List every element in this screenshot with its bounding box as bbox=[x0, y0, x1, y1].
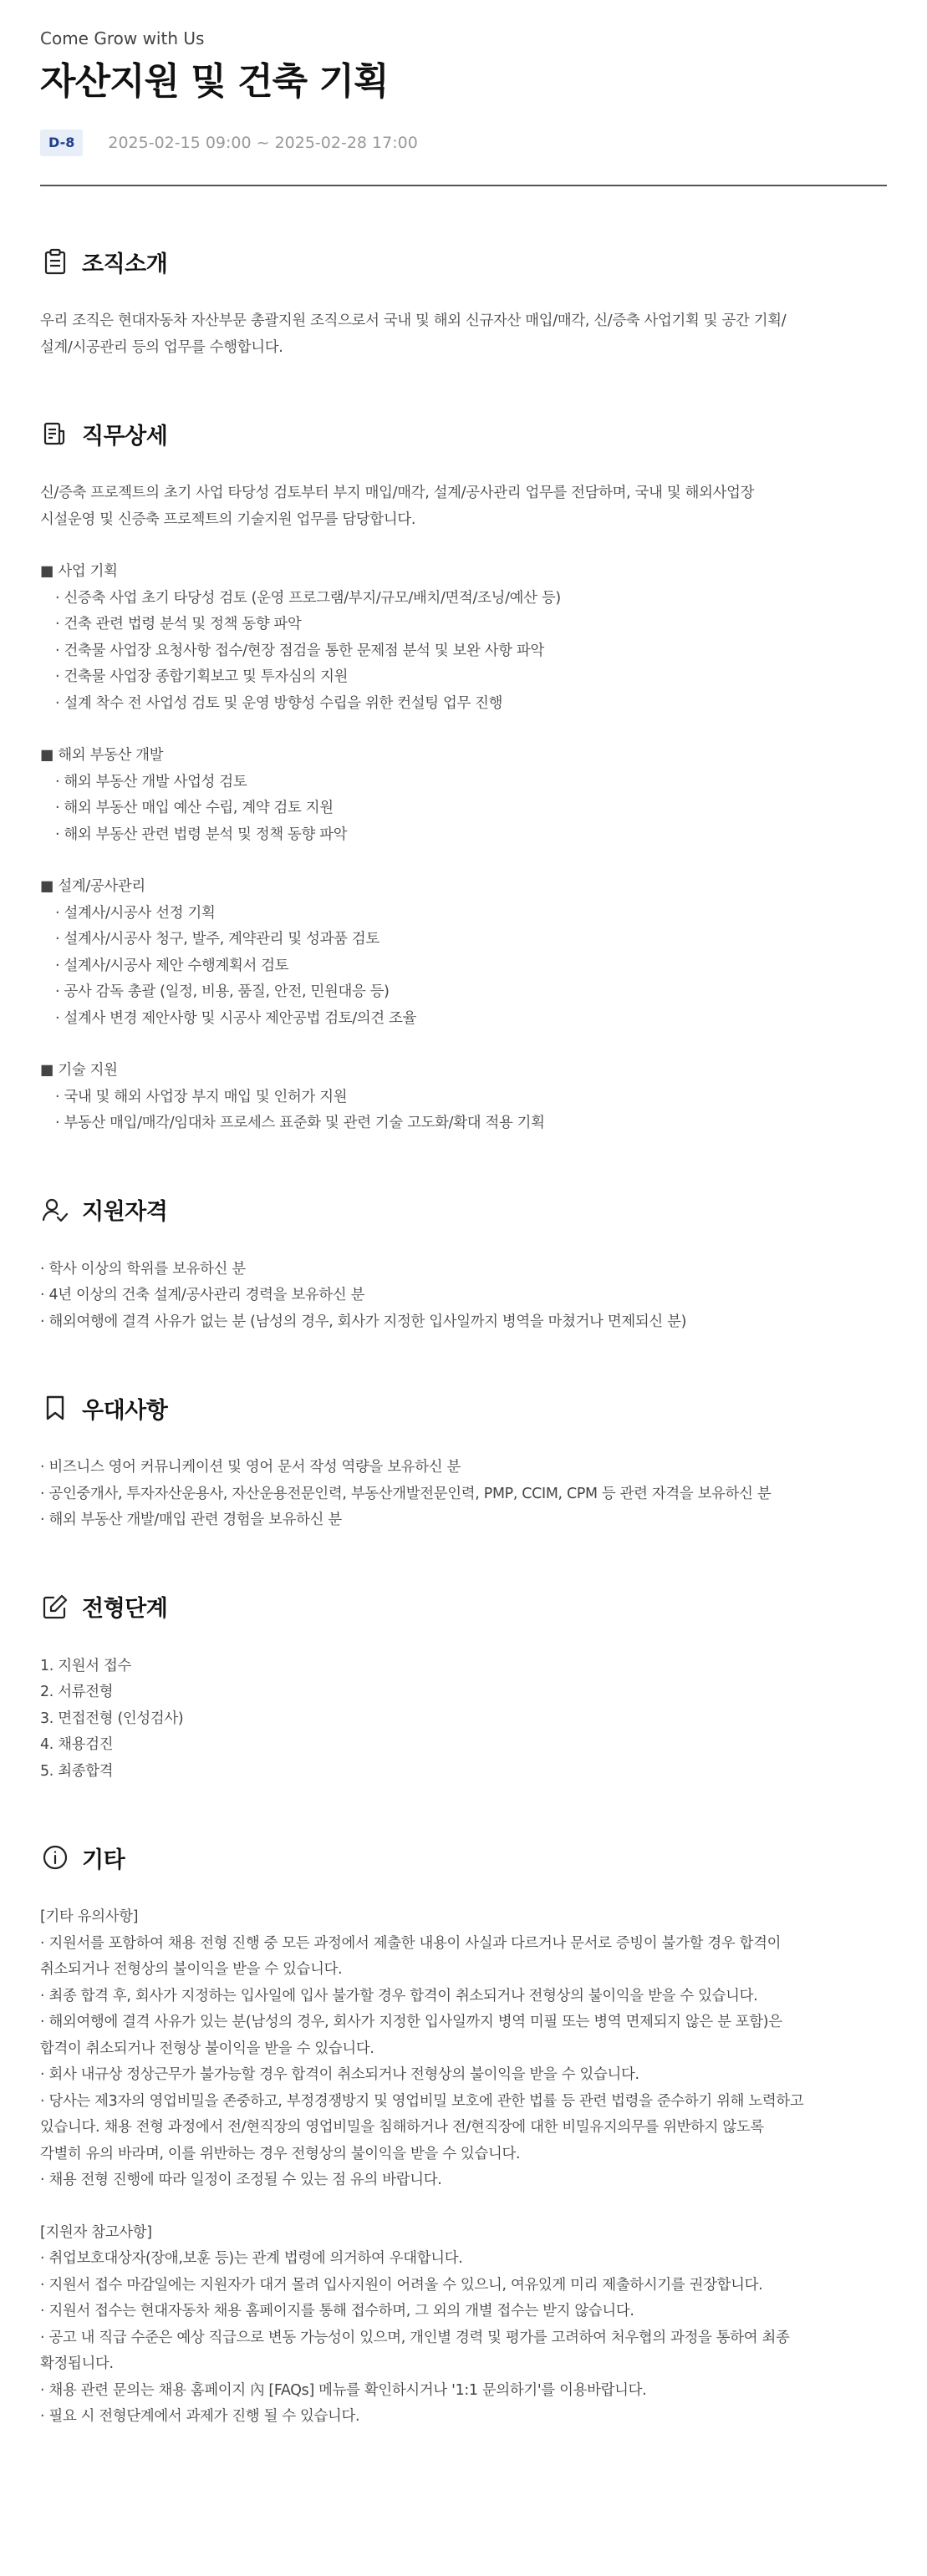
text-line: · 지원서 접수 마감일에는 지원자가 대거 몰려 입사지원이 어려울 수 있으니, 여유있게 미리 제출하시기를 권장합니다. bbox=[40, 2276, 763, 2294]
group-title: ■ 설계/공사관리 bbox=[40, 878, 145, 895]
info-icon bbox=[40, 1842, 70, 1872]
section-title: 우대사항 bbox=[82, 1397, 168, 1424]
list-item: · 건축물 사업장 종합기획보고 및 투자심의 지원 bbox=[55, 668, 349, 685]
text-line: · 공고 내 직급 수준은 예상 직급으로 변동 가능성이 있으며, 개인별 경력 및 평가를 고려하여 처우협의 과정을 통하여 최종 bbox=[40, 2329, 790, 2346]
list-item: · 국내 및 해외 사업장 부지 매입 및 인허가 지원 bbox=[55, 1088, 348, 1105]
group-title: ■ 해외 부동산 개발 bbox=[40, 747, 164, 764]
clipboard-icon bbox=[40, 246, 70, 277]
section-body bbox=[40, 1257, 887, 1336]
group-title: ■ 사업 기획 bbox=[40, 563, 118, 580]
text-line: · 채용 관련 문의는 채용 홈페이지 內 [FAQs] 메뉴를 확인하시거나 '1:1 문의하기'를 이용바랍니다. bbox=[40, 2381, 647, 2399]
section-header bbox=[40, 245, 887, 278]
section-preferred bbox=[40, 1391, 887, 1534]
list-item: · 부동산 매입/매각/임대차 프로세스 표준화 및 관련 기술 고도화/확대 적용 기획 bbox=[55, 1115, 545, 1131]
list-item: · 공사 감독 총괄 (일정, 비용, 품질, 안전, 민원대응 등) bbox=[55, 983, 390, 1000]
text-line: 우리 조직은 현대자동차 자산부문 총괄지원 조직으로서 국내 및 해외 신규자산 매입/매각, 신/증축 사업기획 및 공간 기획/ bbox=[40, 312, 787, 329]
edit-icon bbox=[40, 1592, 70, 1622]
text-line: · 필요 시 전형단계에서 과제가 진행 될 수 있습니다. bbox=[40, 2408, 360, 2425]
section-body bbox=[40, 480, 887, 1137]
text-line: 설계/시공관리 등의 업무를 수행합니다. bbox=[40, 338, 283, 356]
section-org bbox=[40, 245, 887, 361]
header-divider bbox=[40, 185, 887, 186]
posting-meta bbox=[40, 129, 887, 157]
section-title: 기타 bbox=[82, 1847, 125, 1873]
application-period: 2025-02-15 09:00 ~ 2025-02-28 17:00 bbox=[108, 134, 418, 152]
text-line: · 당사는 제3자의 영업비밀을 존중하고, 부정경쟁방지 및 영업비밀 보호에 관한 법률 등 관련 법령을 준수하기 위해 노력하고 bbox=[40, 2092, 804, 2110]
duty-group bbox=[40, 559, 887, 717]
list-item: · 건축 관련 법령 분석 및 정책 동향 파악 bbox=[55, 616, 302, 633]
text-line: 있습니다. 채용 전형 과정에서 전/현직장의 영업비밀을 침해하거나 전/현직장에 대한 비밀유지의무를 위반하지 않도록 bbox=[40, 2119, 764, 2136]
text-line: 합격이 취소되거나 전형상 불이익을 받을 수 있습니다. bbox=[40, 2040, 374, 2057]
list-item: · 4년 이상의 건축 설계/공사관리 경력을 보유하신 분 bbox=[40, 1287, 365, 1303]
section-process bbox=[40, 1590, 887, 1786]
text-line: · 해외여행에 결격 사유가 있는 분(남성의 경우, 회사가 지정한 입사일까지 병역 미필 또는 병역 면제되지 않은 분 포함)은 bbox=[40, 2014, 782, 2030]
section-title: 지원자격 bbox=[82, 1199, 168, 1225]
list-item: · 비즈니스 영어 커뮤니케이션 및 영어 문서 작성 역량을 보유하신 분 bbox=[40, 1459, 461, 1476]
section-duty bbox=[40, 417, 887, 1137]
text-line: 각별히 유의 바라며, 이를 위반하는 경우 전형상의 불이익을 받을 수 있습니다. bbox=[40, 2145, 521, 2162]
text-line: 취소되거나 전형상의 불이익을 받을 수 있습니다. bbox=[40, 1961, 343, 1978]
spacer bbox=[40, 2194, 887, 2220]
section-body bbox=[40, 308, 887, 361]
section-body bbox=[40, 1654, 887, 1786]
list-item: · 해외 부동산 개발/매입 관련 경험을 보유하신 분 bbox=[40, 1512, 342, 1528]
section-qualifications bbox=[40, 1193, 887, 1336]
text-line: · 채용 전형 진행에 따라 일정이 조정될 수 있는 점 유의 바랍니다. bbox=[40, 2172, 442, 2188]
section-header bbox=[40, 1841, 887, 1874]
text-line: · 지원서 접수는 현대자동차 채용 홈페이지를 통해 접수하며, 그 외의 개별 접수는 받지 않습니다. bbox=[40, 2303, 634, 2319]
section-header bbox=[40, 1193, 887, 1227]
section-header bbox=[40, 417, 887, 450]
section-body bbox=[40, 1455, 887, 1534]
section-title: 조직소개 bbox=[82, 251, 168, 277]
section-title: 전형단계 bbox=[82, 1596, 168, 1622]
list-item: · 해외 부동산 매입 예산 수립, 계약 검토 지원 bbox=[55, 800, 334, 816]
section-body bbox=[40, 1904, 887, 2431]
text-line: [기타 유의사항] bbox=[40, 1908, 139, 1925]
list-item: · 설계사/시공사 선정 기획 bbox=[55, 904, 216, 922]
text-line: 신/증축 프로젝트의 초기 사업 타당성 검토부터 부지 매입/매각, 설계/공사관리 업무를 전담하며, 국내 및 해외사업장 bbox=[40, 485, 755, 501]
list-item: · 해외여행에 결격 사유가 없는 분 (남성의 경우, 회사가 지정한 입사일까지 병역을 마쳤거나 면제되신 분) bbox=[40, 1313, 687, 1330]
list-item: · 해외 부동산 개발 사업성 검토 bbox=[55, 773, 247, 790]
text-line: · 취업보호대상자(장애,보훈 등)는 관계 법령에 의거하여 우대합니다. bbox=[40, 2250, 463, 2267]
dday-badge: D-8 bbox=[40, 130, 83, 156]
list-item: · 공인중개사, 투자자산운용사, 자산운용전문인력, 부동산개발전문인력, PMP, CCIM, CPM 등 관련 자격을 보유하신 분 bbox=[40, 1485, 772, 1502]
list-item: · 신증축 사업 초기 타당성 검토 (운영 프로그램/부지/규모/배치/면적/조닝/예산 등) bbox=[55, 589, 561, 607]
list-item: · 학사 이상의 학위를 보유하신 분 bbox=[40, 1260, 246, 1278]
text-line: [지원자 참고사항] bbox=[40, 2223, 152, 2241]
list-item: · 해외 부동산 관련 법령 분석 및 정책 동향 파악 bbox=[55, 826, 348, 843]
document-list-icon bbox=[40, 419, 70, 449]
text-line: · 지원서를 포함하여 채용 전형 진행 중 모든 과정에서 제출한 내용이 사실과 다르거나 문서로 증빙이 불가할 경우 합격이 bbox=[40, 1934, 782, 1952]
list-item: · 건축물 사업장 요청사항 접수/현장 점검을 통한 문제점 분석 및 보완 사항 파악 bbox=[55, 642, 545, 659]
text-line: 확정됩니다. bbox=[40, 2355, 114, 2372]
duty-group bbox=[40, 874, 887, 1032]
list-item: · 설계 착수 전 사업성 검토 및 운영 방향성 수립을 위한 컨설팅 업무 진행 bbox=[55, 694, 503, 712]
eyebrow-text: Come Grow with Us bbox=[40, 28, 205, 48]
text-line: · 최종 합격 후, 회사가 지정하는 입사일에 입사 불가할 경우 합격이 취소되거나 전형상의 불이익을 받을 수 있습니다. bbox=[40, 1987, 758, 2004]
group-title: ■ 기술 지원 bbox=[40, 1062, 118, 1079]
list-item: · 설계사/시공사 청구, 발주, 계약관리 및 성과품 검토 bbox=[55, 931, 379, 948]
person-check-icon bbox=[40, 1195, 70, 1225]
text-line: · 회사 내규상 정상근무가 불가능할 경우 합격이 취소되거나 전형상의 불이익을 받을 수 있습니다. bbox=[40, 2066, 639, 2083]
process-step: 2. 서류전형 bbox=[40, 1684, 114, 1700]
duty-group bbox=[40, 1058, 887, 1137]
process-step: 1. 지원서 접수 bbox=[40, 1657, 131, 1674]
bookmark-icon bbox=[40, 1393, 70, 1423]
list-item: · 설계사/시공사 제안 수행계획서 검토 bbox=[55, 957, 289, 974]
text-line: 시설운영 및 신증축 프로젝트의 기술지원 업무를 담당합니다. bbox=[40, 511, 416, 528]
process-step: 5. 최종합격 bbox=[40, 1762, 114, 1780]
page-title: 자산지원 및 건축 기획 bbox=[40, 60, 389, 103]
section-header bbox=[40, 1391, 887, 1425]
duty-group bbox=[40, 743, 887, 848]
process-step: 3. 면접전형 (인성검사) bbox=[40, 1710, 184, 1727]
section-title: 직무상세 bbox=[82, 423, 168, 450]
section-etc bbox=[40, 1841, 887, 2431]
process-step: 4. 채용검진 bbox=[40, 1736, 114, 1753]
list-item: · 설계사 변경 제안사항 및 시공사 제안공법 검토/의견 조율 bbox=[55, 1009, 417, 1027]
section-header bbox=[40, 1590, 887, 1623]
